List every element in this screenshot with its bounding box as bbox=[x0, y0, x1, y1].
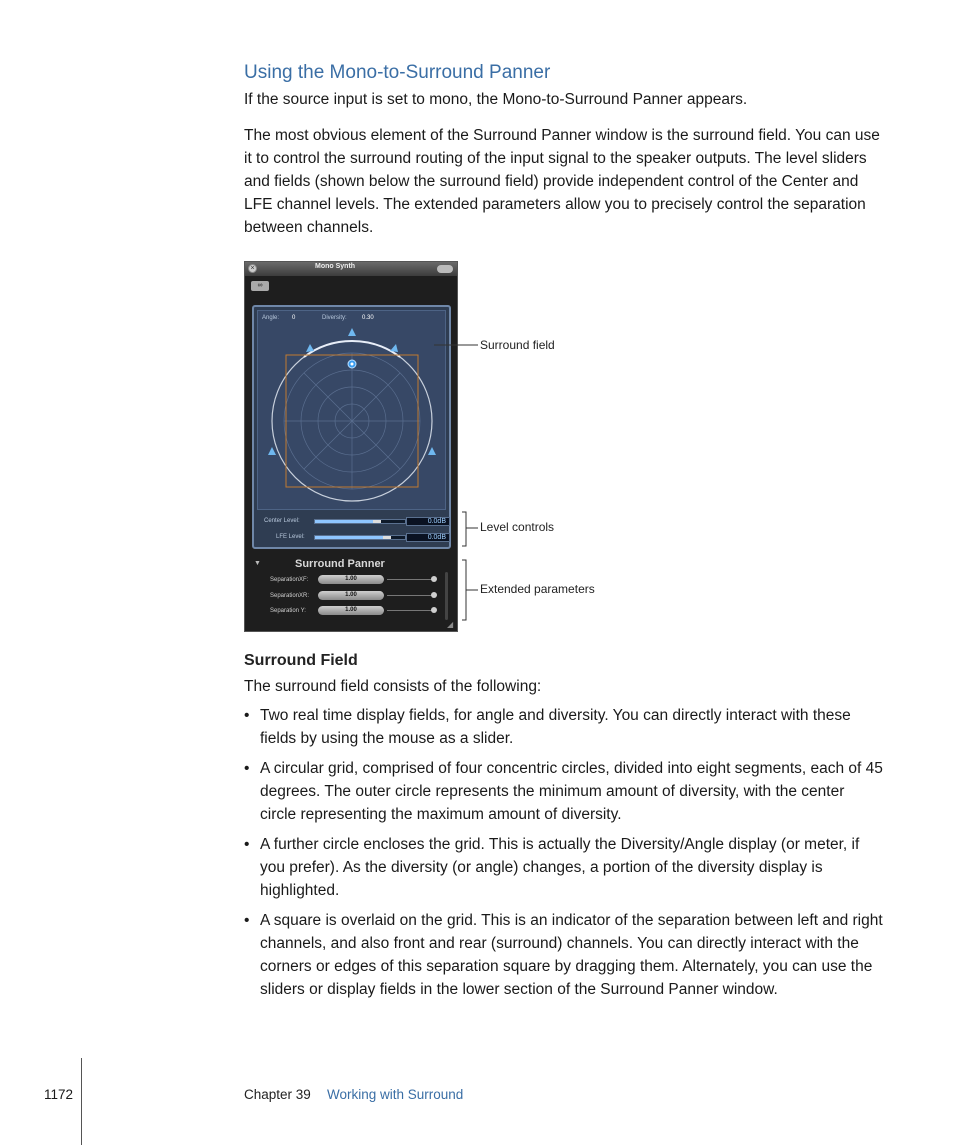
lfe-level-field[interactable]: 0.0dB bbox=[406, 533, 450, 542]
bullet-icon: • bbox=[244, 912, 250, 929]
list-item bbox=[244, 909, 884, 1001]
disclosure-triangle-icon[interactable]: ▼ bbox=[254, 560, 261, 567]
footer-chapter: Chapter 39 bbox=[244, 1087, 311, 1102]
separation-y-label: Separation Y: bbox=[270, 608, 306, 614]
list-item-text: A further circle encloses the grid. This is actually the Diversity/Angle display (or meter, if you prefer). As the diversity (or angle) changes, a portion of the diversity display is highlighted. bbox=[260, 836, 860, 899]
callout-level-controls: Level controls bbox=[480, 520, 555, 534]
callout-lines bbox=[420, 330, 480, 630]
separation-xr-field[interactable]: 1.00 bbox=[318, 591, 384, 600]
window-titlebar bbox=[245, 262, 457, 276]
bullet-icon: • bbox=[244, 707, 250, 724]
body-paragraph: The most obvious element of the Surround Panner window is the surround field. You can use it to control the surround routing of the input signal to the speaker outputs. The level sliders and fields (shown below the surround field) provide independent control of the Center and LFE channel levels. The extended parameters allow you to precisely control the separation between channels. bbox=[244, 127, 880, 236]
window-title: Mono Synth bbox=[315, 263, 356, 270]
intro-paragraph: If the source input is set to mono, the Mono-to-Surround Panner appears. bbox=[244, 91, 748, 108]
surround-grid[interactable] bbox=[258, 323, 445, 509]
resize-grip-icon[interactable]: ◢ bbox=[447, 620, 454, 629]
section-heading: Using the Mono-to-Surround Panner bbox=[244, 62, 551, 83]
separation-y-field[interactable]: 1.00 bbox=[318, 606, 384, 615]
callout-surround-field: Surround field bbox=[480, 338, 555, 352]
list-item bbox=[244, 757, 884, 826]
separation-xr-label: SeparationXR: bbox=[270, 593, 310, 599]
link-icon[interactable]: ∞ bbox=[251, 281, 269, 291]
lfe-level-slider[interactable] bbox=[314, 535, 406, 540]
angle-value[interactable]: 0 bbox=[292, 315, 296, 321]
footer-divider bbox=[81, 1058, 82, 1145]
list-item-text: A circular grid, comprised of four concentric circles, divided into eight segments, each of 45 degrees. The outer circle represents the minimum amount of diversity, with the center circle representing the maximum amount of diversity. bbox=[260, 760, 883, 823]
list-item bbox=[244, 833, 884, 902]
diversity-value[interactable]: 0.30 bbox=[362, 315, 374, 321]
panel-title: Surround Panner bbox=[295, 558, 385, 570]
separation-xf-field[interactable]: 1.00 bbox=[318, 575, 384, 584]
subsection-heading: Surround Field bbox=[244, 652, 358, 669]
list-item-text: Two real time display fields, for angle and diversity. You can directly interact with these fields by using the mouse as a slider. bbox=[260, 707, 851, 747]
lfe-level-label: LFE Level: bbox=[276, 534, 305, 540]
bullet-list bbox=[244, 704, 884, 1008]
bullet-icon: • bbox=[244, 760, 250, 777]
page-number: 1172 bbox=[44, 1087, 74, 1102]
callout-extended-parameters: Extended parameters bbox=[480, 582, 595, 596]
zoom-button[interactable] bbox=[437, 265, 453, 273]
list-item-text: A square is overlaid on the grid. This is an indicator of the separation between left and right channels, and also front and rear (surround) channels. You can directly interact with the corners or edges of this separation square by dragging them. Alternately, you can use the sliders or display fields in the lower section of the Surround Panner window. bbox=[260, 912, 883, 998]
center-level-label: Center Level: bbox=[264, 518, 300, 524]
center-level-field[interactable]: 0.0dB bbox=[406, 517, 450, 526]
list-item bbox=[244, 704, 884, 750]
bullet-icon: • bbox=[244, 836, 250, 853]
center-level-slider[interactable] bbox=[314, 519, 406, 524]
close-icon[interactable]: × bbox=[248, 264, 257, 273]
separation-xf-label: SeparationXF: bbox=[270, 577, 309, 583]
diversity-label: Diversity: bbox=[322, 315, 347, 321]
subsection-intro: The surround field consists of the following: bbox=[244, 678, 542, 695]
footer-chapter-title: Working with Surround bbox=[327, 1087, 464, 1102]
angle-label: Angle: bbox=[262, 315, 280, 321]
surround-field[interactable] bbox=[257, 310, 446, 510]
